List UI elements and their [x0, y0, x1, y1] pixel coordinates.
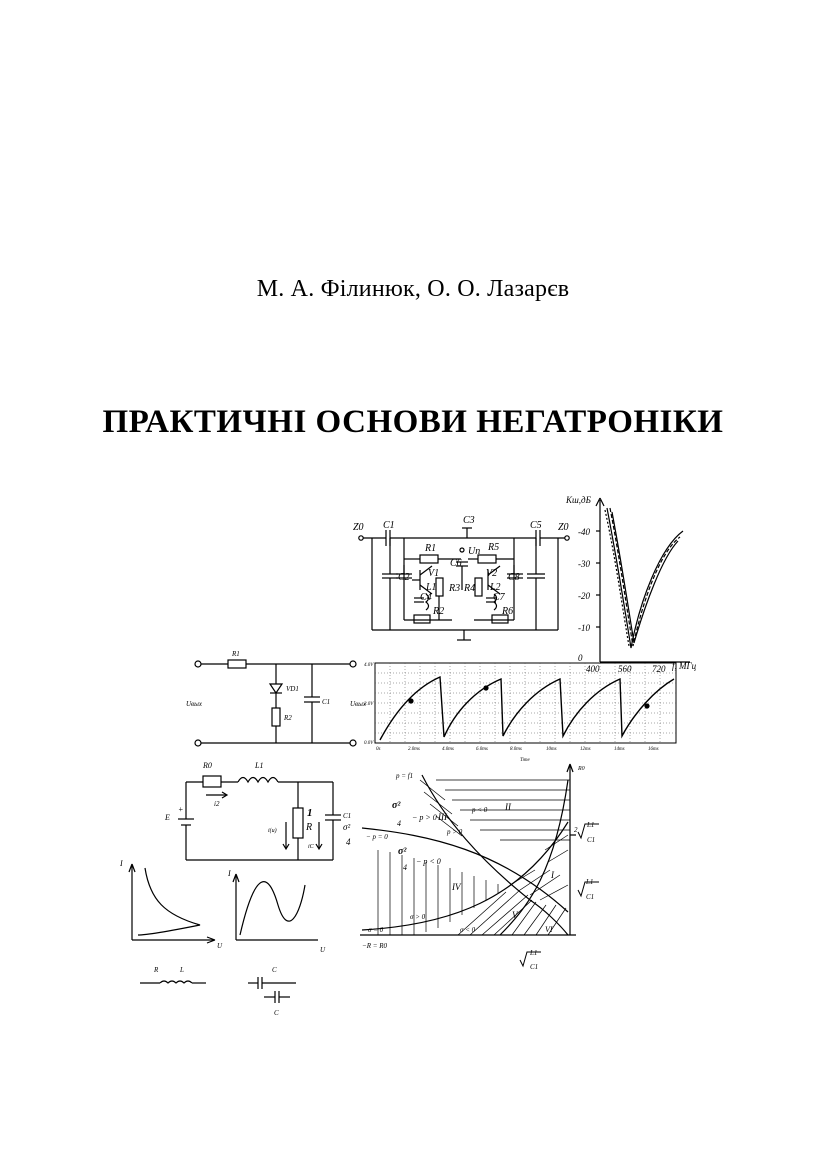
- label: 2: [574, 826, 578, 834]
- label: R3: [449, 583, 461, 594]
- label: C: [274, 1009, 279, 1017]
- label: R2: [284, 714, 292, 722]
- label: R1: [425, 543, 437, 554]
- chart-2-x-tick: 6.0ms: [476, 747, 488, 752]
- label: σ²: [398, 846, 407, 857]
- label: L1: [426, 582, 437, 593]
- chart-2-y-tick: 0.0V: [364, 741, 374, 746]
- chart-1-x-tick: 400: [586, 664, 600, 674]
- label: C3: [463, 515, 475, 526]
- label: L1: [255, 761, 264, 770]
- label: E: [165, 813, 170, 822]
- chart-1-y-label: Kш,дБ: [566, 495, 591, 505]
- label: II: [505, 802, 511, 812]
- label: C5: [530, 520, 542, 531]
- region-diagram: [360, 764, 576, 935]
- label: R: [154, 966, 159, 974]
- chart-1-y-tick: 0: [578, 653, 583, 663]
- chart-1-x-tick: 560: [618, 664, 632, 674]
- label: σ < 0: [460, 926, 476, 934]
- label: I: [551, 870, 554, 880]
- chart-2-x-tick: 2.0ms: [408, 747, 420, 752]
- chart-2-x-tick: 8.0ms: [510, 747, 522, 752]
- label: R: [306, 822, 313, 833]
- label: L1: [587, 821, 595, 829]
- label: C8: [508, 572, 520, 583]
- book-title: ПРАКТИЧНІ ОСНОВИ НЕГАТРОНІКИ: [102, 404, 724, 440]
- label: III: [438, 812, 447, 822]
- label: R5: [488, 542, 500, 553]
- chart-1-y-tick: -40: [578, 527, 590, 537]
- label: 4: [403, 863, 407, 872]
- label: Uп: [468, 546, 481, 557]
- chart-2-x-tick: 0s: [376, 747, 381, 752]
- chart-1-x-unit: f, МГц: [672, 661, 697, 671]
- label: C1: [530, 963, 539, 971]
- label: R6: [502, 606, 514, 617]
- label: L1: [530, 949, 538, 957]
- label: V: [512, 910, 518, 920]
- label: Z0: [353, 522, 364, 533]
- chart-1-y-tick: -20: [578, 591, 590, 601]
- label: i2: [214, 800, 220, 808]
- label: C2: [398, 572, 410, 583]
- label: U: [320, 946, 326, 954]
- label: L2: [490, 582, 501, 593]
- authors: М. А. Філинюк, О. О. Лазарєв: [256, 276, 570, 302]
- chart-2-x-tick: 10ms: [546, 747, 557, 752]
- label: Z0: [558, 522, 569, 533]
- chart-1-y-tick: -30: [578, 559, 590, 569]
- chart-2-x-label: Time: [520, 758, 530, 763]
- label: σ > 0: [410, 913, 426, 921]
- chart-2-x-tick: 4.0ms: [442, 747, 454, 752]
- label: I: [228, 869, 231, 878]
- label: U: [217, 942, 223, 950]
- label: σ = 0: [368, 926, 384, 934]
- chart-2-x-tick: 16ms: [648, 747, 659, 752]
- label: p > 0: [447, 828, 463, 836]
- chart-2-x-tick: 14ms: [614, 747, 625, 752]
- label: i(u): [268, 828, 277, 834]
- chart-2: [375, 663, 676, 743]
- label: R2: [433, 606, 445, 617]
- chart-1-y-tick: -10: [578, 623, 590, 633]
- circuit-2: [195, 660, 356, 746]
- label: R4: [464, 583, 476, 594]
- label: +: [178, 805, 184, 814]
- label: L: [180, 966, 184, 974]
- label: C6: [450, 558, 462, 569]
- label: R0: [203, 761, 212, 770]
- label: 1: [307, 807, 313, 819]
- label: p = f1: [396, 772, 414, 780]
- label: 4: [397, 819, 401, 828]
- label: Uвых: [186, 700, 202, 708]
- small-graphs: [129, 864, 318, 1003]
- label: Uвых: [350, 700, 366, 708]
- label: iC: [308, 844, 314, 850]
- chart-2-y-tick: 4.0V: [364, 663, 374, 668]
- chart-2-x-tick: 12ms: [580, 747, 591, 752]
- label: − p = 0: [366, 833, 388, 841]
- label: − p < 0: [416, 857, 441, 866]
- label: −R = R0: [362, 942, 387, 950]
- label: R0: [578, 766, 585, 772]
- circuit-3: [178, 776, 341, 860]
- label: IV: [452, 882, 461, 892]
- label: − p > 0: [412, 813, 437, 822]
- label: I: [120, 859, 123, 868]
- label: VI: [545, 925, 553, 934]
- label: 4: [346, 837, 351, 847]
- chart-1-x-tick: 720: [652, 664, 666, 674]
- label: V1: [428, 568, 440, 579]
- label: C4: [420, 592, 432, 603]
- label: C1: [586, 893, 595, 901]
- label: C1: [322, 698, 331, 706]
- label: VD1: [286, 685, 299, 693]
- chart-1: [596, 498, 690, 662]
- label: σ²: [343, 822, 351, 832]
- label: C1: [587, 836, 596, 844]
- label: V2: [486, 568, 498, 579]
- label: R1: [232, 650, 240, 658]
- label: C1: [343, 812, 352, 820]
- label: C1: [383, 520, 395, 531]
- label: L1: [586, 878, 594, 886]
- label: C: [272, 966, 277, 974]
- label: σ²: [392, 800, 401, 811]
- label: C7: [493, 592, 505, 603]
- chart-2-y-tick: 2.0V: [364, 702, 374, 707]
- label: p < 0: [472, 806, 488, 814]
